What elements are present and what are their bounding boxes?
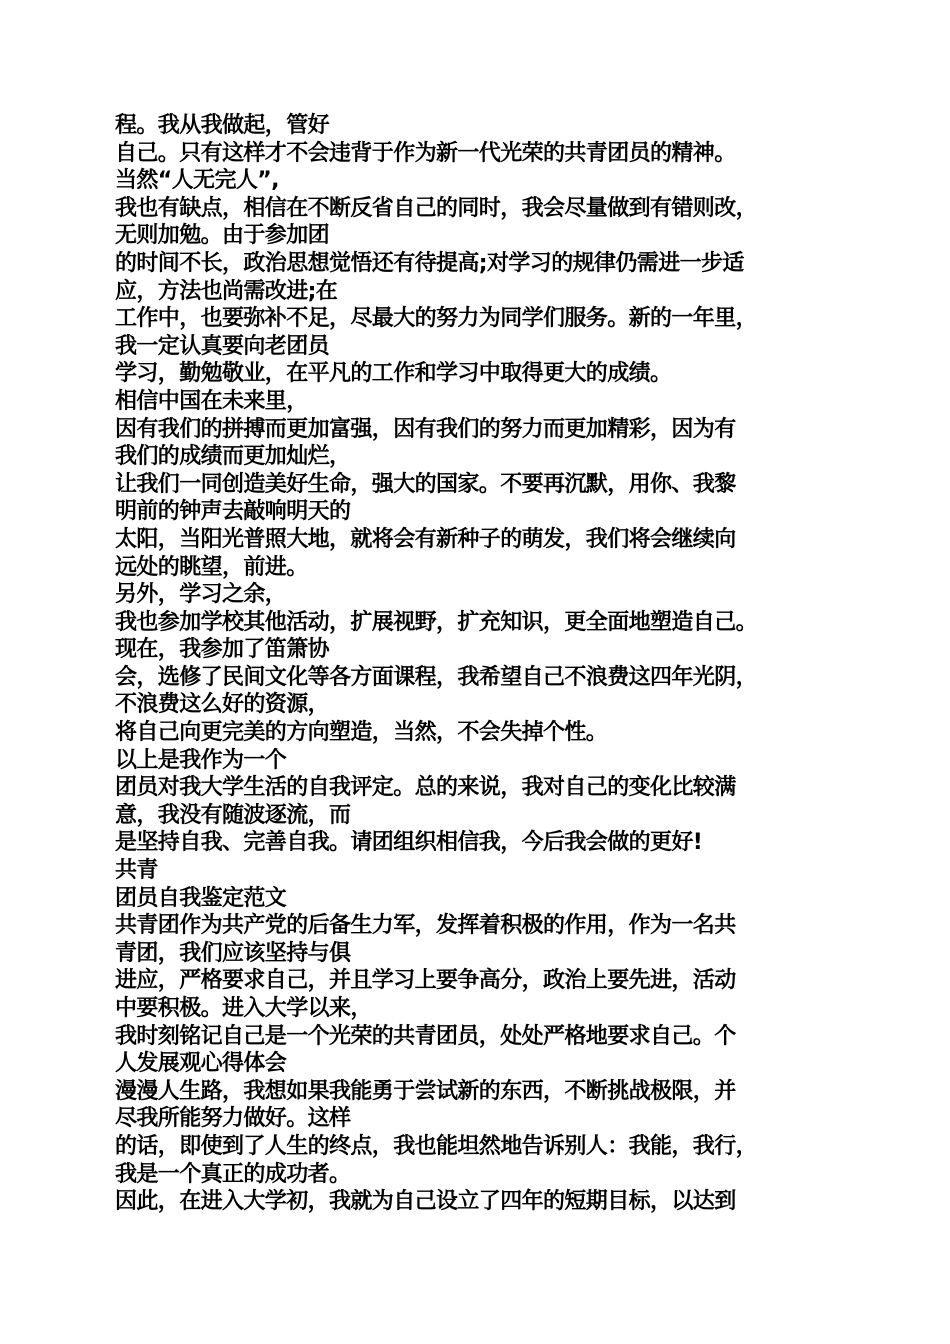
text-line: 我也有缺点，相信在不断反省自己的同时，我会尽量做到有错则改， xyxy=(115,195,758,221)
text-line: 进应，严格要求自己，并且学习上要争高分，政治上要先进，活动 xyxy=(115,968,736,994)
text-line: 明前的钟声去敲响明天的 xyxy=(115,499,351,525)
text-line: 我也参加学校其他活动，扩展视野，扩充知识，更全面地塑造自己。 xyxy=(115,609,758,635)
text-line: 团员对我大学生活的自我评定。总的来说，我对自己的变化比较满 xyxy=(115,775,736,801)
text-line: 因此，在进入大学初，我就为自己设立了四年的短期目标，以达到 xyxy=(115,1189,736,1215)
text-line: 的时间不长，政治思想觉悟还有待提高;对学习的规律仍需进一步适 xyxy=(115,250,744,276)
text-line: 程。我从我做起，管好 xyxy=(115,113,330,138)
text-line: 现在，我参加了笛箫协 xyxy=(115,637,330,663)
text-line: 人发展观心得体会 xyxy=(115,1051,287,1077)
text-line: 漫漫人生路，我想如果我能勇于尝试新的东西，不断挑战极限，并 xyxy=(115,1078,736,1104)
document-text xyxy=(115,112,835,1216)
text-line: 不浪费这么好的资源， xyxy=(115,692,330,718)
text-line: 我们的成绩而更加灿烂， xyxy=(115,444,351,470)
text-line: 中要积极。进入大学以来， xyxy=(115,996,372,1021)
text-line: 我时刻铭记自己是一个光荣的共青团员，处处严格地要求自己。个 xyxy=(115,1023,736,1049)
text-line: 尽我所能努力做好。这样 xyxy=(115,1106,351,1132)
text-line: 因有我们的拼搏而更加富强，因有我们的努力而更加精彩，因为有 xyxy=(115,416,736,442)
text-line: 当然“人无完人”, xyxy=(115,168,279,194)
text-line: 工作中，也要弥补不足，尽最大的努力为同学们服务。新的一年里， xyxy=(115,306,758,332)
text-line: 我一定认真要向老团员 xyxy=(115,333,330,359)
text-line: 团员自我鉴定范文 xyxy=(115,885,287,911)
text-line: 远处的眺望，前进。 xyxy=(115,554,308,580)
text-line: 我是一个真正的成功者。 xyxy=(115,1161,351,1187)
text-line: 无则加勉。由于参加团 xyxy=(115,223,330,249)
text-line: 太阳，当阳光普照大地，就将会有新种子的萌发，我们将会继续向 xyxy=(115,526,736,552)
text-line: 让我们一同创造美好生命，强大的国家。不要再沉默，用你、我黎 xyxy=(115,471,736,497)
text-line: 的话，即使到了人生的终点，我也能坦然地告诉别人：我能，我行， xyxy=(115,1133,758,1159)
text-line: 应，方法也尚需改进;在 xyxy=(115,278,338,304)
text-line: 共青团作为共产党的后备生力军，发挥着积极的作用，作为一名共 xyxy=(115,913,736,939)
text-line: 另外，学习之余， xyxy=(115,582,287,608)
text-line: 学习，勤勉敬业，在平凡的工作和学习中取得更大的成绩。 xyxy=(115,361,672,387)
text-line: 意，我没有随波逐流，而 xyxy=(115,802,351,828)
text-line: 是坚持自我、完善自我。请团组织相信我，今后我会做的更好! xyxy=(115,830,703,856)
text-line: 自己。只有这样才不会违背于作为新一代光荣的共青团员的精神。 xyxy=(115,140,736,166)
text-line: 以上是我作为一个 xyxy=(115,747,287,773)
text-line: 将自己向更完美的方向塑造，当然，不会失掉个性。 xyxy=(115,720,608,746)
text-line: 会，选修了民间文化等各方面课程，我希望自己不浪费这四年光阴， xyxy=(115,664,758,690)
text-line: 青团，我们应该坚持与俱 xyxy=(115,940,351,966)
text-line: 相信中国在未来里， xyxy=(115,388,308,414)
text-line: 共青 xyxy=(115,858,158,884)
